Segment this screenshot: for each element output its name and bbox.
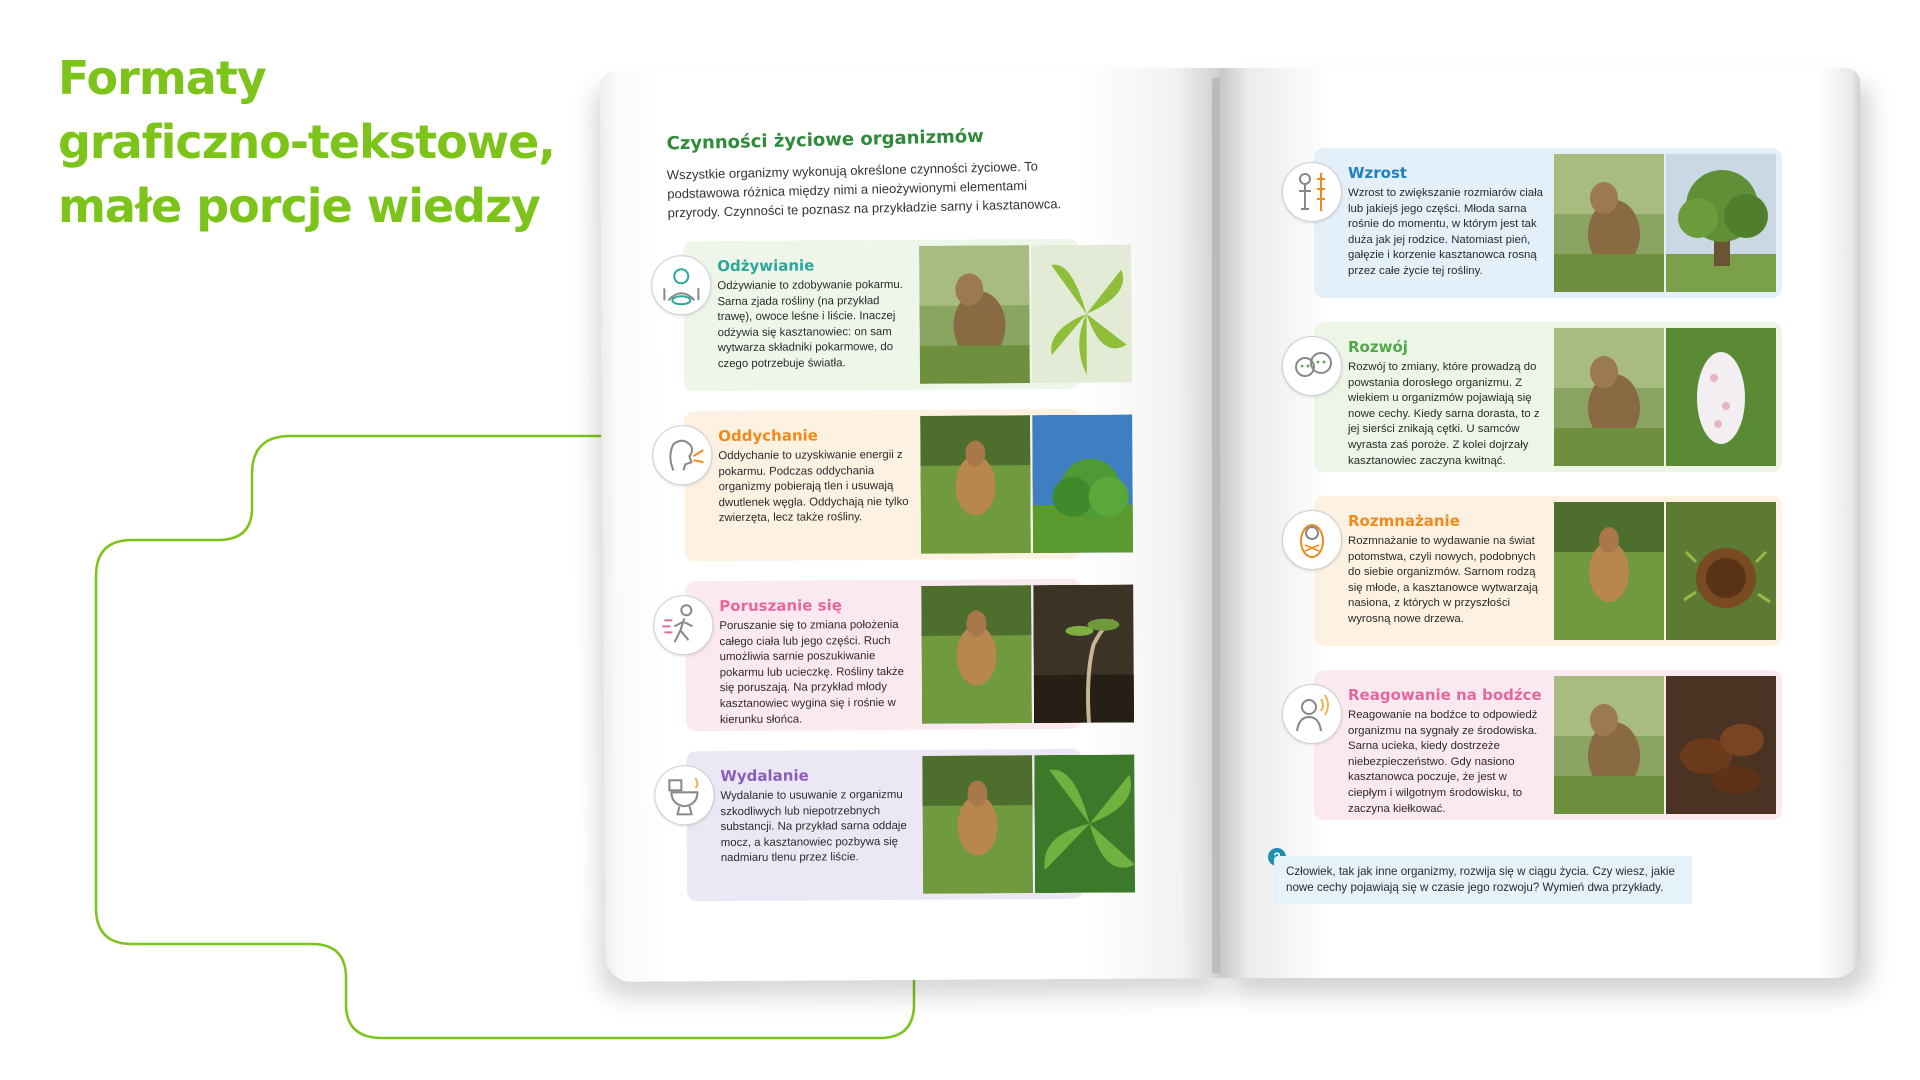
faces-age-icon (1282, 336, 1342, 396)
breathing-head-icon (652, 425, 712, 485)
card-text: Poruszanie się to zmiana położenia całego ciała lub jego części. Ruch umożliwia sarnie poszukiwanie pokarmu lub ucieczkę. Rośliny także się poruszają. Na przykład młody kasztanowiec wygina się i rośnie w kierunku słońca. (719, 618, 904, 726)
card-odzywianie (683, 239, 1080, 391)
roe-deer-fawns-photo (1554, 502, 1664, 640)
chestnut-leaves-photo (1034, 755, 1135, 894)
card-text: Wzrost to zwiększanie rozmiarów ciała lub jakiejś jego części. Młoda sarna rośnie do momentu, w którym jest tak duża jak jej rodzice. Natomiast pień, gałęzie i korzenie kasztanowca rosną przez całe życie tej rośliny. (1348, 187, 1543, 277)
sprouting-chestnut-photo (1666, 676, 1776, 814)
hearing-person-icon (1282, 684, 1342, 744)
page-intro: Wszystkie organizmy wykonują określone czynności życiowe. To podstawowa różnica między nimi a nieożywionymi elementami przyrody. Czynności te poznasz na przykładzie sarny i kasztanowca. (666, 158, 1062, 221)
card-wzrost (1314, 148, 1782, 298)
card-rozmnazanie (1314, 496, 1782, 646)
card-title: Poruszanie się (719, 596, 842, 616)
headline-line-2: graficzno-tekstowe, (58, 115, 555, 169)
textbook (600, 68, 1860, 978)
walking-person-icon (653, 595, 713, 655)
card-text: Oddychanie to uzyskiwanie energii z pokarmu. Podczas oddychania organizmy pobierają tlen i usuwają dwutlenek węgla. Oddychają nie tylko zwierzęta, lecz także rośliny. (718, 448, 909, 525)
question-box: Człowiek, tak jak inne organizmy, rozwija się w ciągu życia. Czy wiesz, jakie nowe cechy pojawiają się w czasie jego rozwoju? Wymień dwa przykłady. (1274, 856, 1692, 904)
toilet-icon (654, 765, 714, 825)
card-wydalanie (686, 749, 1083, 901)
roe-deer-family-photo (1554, 154, 1664, 292)
chestnut-seeds-photo (1666, 502, 1776, 640)
chestnut-tree-sky-photo (1032, 415, 1133, 554)
roe-deer-fleeing-photo (1554, 676, 1664, 814)
height-measure-icon (1282, 162, 1342, 222)
chestnut-blossom-photo (1666, 328, 1776, 466)
chestnut-leaf-photo (1031, 245, 1132, 384)
eating-person-icon (651, 255, 711, 315)
card-reagowanie-na-bodzce (1314, 670, 1782, 820)
right-page (1220, 68, 1860, 978)
card-poruszanie-sie (685, 579, 1082, 731)
old-chestnut-tree-photo (1666, 154, 1776, 292)
roe-deer-eating-photo (919, 245, 1030, 384)
card-oddychanie (684, 409, 1081, 561)
roe-deer-jumping-photo (921, 585, 1032, 724)
card-title: Wzrost (1348, 164, 1408, 182)
card-title: Rozwój (1348, 338, 1408, 356)
chestnut-seedling-photo (1033, 585, 1134, 724)
card-title: Rozmnażanie (1348, 512, 1460, 530)
card-title: Reagowanie na bodźce (1348, 686, 1542, 704)
card-rozwoj (1314, 322, 1782, 472)
card-title: Odżywianie (717, 256, 815, 276)
card-text: Rozwój to zmiany, które prowadzą do powstania dorosłego organizmu. Z wiekiem u organizmów pojawiają się nowe cechy. Kiedy sarna dorasta, to z jej sierści znikają cętki. U samców wyrasta zaś poroże. Z kolei dojrzały kasztanowiec zaczyna kwitnąć. (1348, 361, 1540, 467)
headline-line-1: Formaty (58, 51, 266, 105)
left-page (600, 68, 1226, 982)
page-title: Czynności życiowe organizmów (666, 125, 985, 155)
roe-deer-breathing-photo (920, 415, 1031, 554)
roe-buck-antlers-photo (1554, 328, 1664, 466)
card-text: Odżywianie to zdobywanie pokarmu. Sarna zjada rośliny (na przykład trawę), owoce leśne i liście. Inaczej odżywia się kasztanowiec: on sam wytwarza składniki pokarmowe, do czego potrzebuje światła. (717, 278, 903, 371)
card-text: Rozmnażanie to wydawanie na świat potomstwa, czyli nowych, podobnych do siebie organizmów. Sarnom rodzą się młode, a kasztanowce wytwarzają nasiona, z których w przyszłości wyrosną nowe drzewa. (1348, 535, 1538, 625)
card-title: Wydalanie (720, 766, 809, 786)
card-text: Wydalanie to usuwanie z organizmu szkodliwych lub niepotrzebnych substancji. Na przykład sarna oddaje mocz, a kasztanowiec pozbywa się nadmiaru tlenu przez liście. (720, 788, 907, 865)
card-text: Reagowanie na bodźce to odpowiedź organizmu na sygnały ze środowiska. Sarna ucieka, kiedy dostrzeże niebezpieczeństwo. Gdy nasiono kasztanowca poczuje, że jest w ciepłym i wilgotnym środowisku, to zaczyna kiełkować. (1348, 709, 1538, 815)
roe-deer-sitting-photo (922, 755, 1033, 894)
headline (58, 46, 578, 238)
card-title: Oddychanie (718, 426, 818, 446)
headline-line-3: małe porcje wiedzy (58, 179, 540, 233)
baby-icon (1282, 510, 1342, 570)
